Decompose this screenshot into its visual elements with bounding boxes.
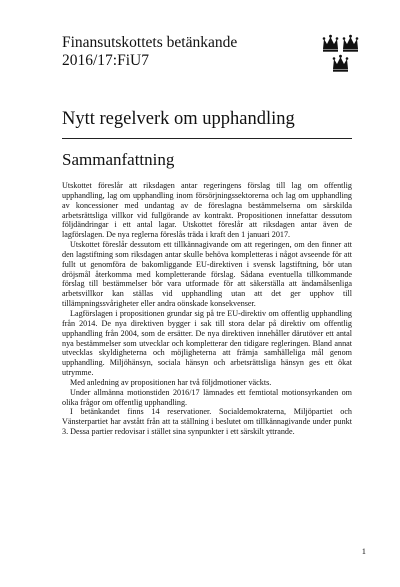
paragraph: I betänkandet finns 14 reservationer. Socialdemokraterna, Miljöpartiet och Vänsterpartiet har avstått från att ta ställning i beslutet om tillkännagivande under punkt 3. Dessa partier redovisar i stället sina synpunkter i ett särskilt yttrande. bbox=[62, 407, 352, 437]
report-number: 2016/17:FiU7 bbox=[62, 52, 149, 69]
page-number: 1 bbox=[361, 546, 366, 556]
document-title: Nytt regelverk om upphandling bbox=[62, 109, 295, 129]
committee-name: Finansutskottets betänkande bbox=[62, 34, 238, 51]
paragraph: Under allmänna motionstiden 2016/17 lämnades ett femtiotal motionsyrkanden om olika frågor om offentlig upphandling. bbox=[62, 387, 352, 407]
paragraph: Utskottet föreslår dessutom ett tillkännagivande om att regeringen, om den finner att den lagstiftning som riksdagen antar skulle behöva kompletteras i något avseende för att fullt ut genomföra de bakomliggande EU-direktiven i svensk lagstiftning, bör utan dröjsmål återkomma med kompletterande förslag. Sådana eventuella tillkommande förslag till bestämmelser bör vara utformade för att säkerställa att ändamålsenliga arbetsvillkor kan ställas vid upphandling utan att det ger upphov till tillämpningssvårigheter eller andra oönskade konsekvenser. bbox=[62, 240, 352, 309]
section-heading: Sammanfattning bbox=[62, 150, 175, 169]
three-crowns-icon bbox=[322, 34, 360, 74]
summary-body bbox=[62, 181, 352, 437]
title-divider bbox=[62, 138, 352, 139]
paragraph: Utskottet föreslår att riksdagen antar regeringens förslag till lag om offentlig upphandling, lag om upphandling inom försörjningssektorerna och lag om upphandling av koncessioner med undantag av de föreslagna bestämmelserna om särskilda arbetsrättsliga villkor vid fullgörande av kontrakt. Propositionen innefattar dessutom följdändringar i ett antal lagar. Utskottet föreslår att riksdagen antar även de lagförslagen. De nya reglerna föreslås träda i kraft den 1 januari 2017. bbox=[62, 181, 352, 240]
report-header bbox=[62, 34, 332, 70]
paragraph: Med anledning av propositionen har två följdmotioner väckts. bbox=[70, 377, 272, 387]
paragraph: Lagförslagen i propositionen grundar sig på tre EU-direktiv om offentlig upphandling från 2014. De nya direktiven bygger i sak till stora delar på direktiv om offentlig upphandling från 2004, som de ersätter. De nya direktiven innehåller därutöver ett antal nya bestämmelser som utvecklar och kompletterar den tidigare regleringen. Bland annat utvecklas skyldigheterna och möjligheterna att främja samhälleliga mål genom upphandling. Miljöhänsyn, sociala hänsyn och arbetsrättsliga hänsyn ges ett ökat utrymme. bbox=[62, 308, 352, 378]
